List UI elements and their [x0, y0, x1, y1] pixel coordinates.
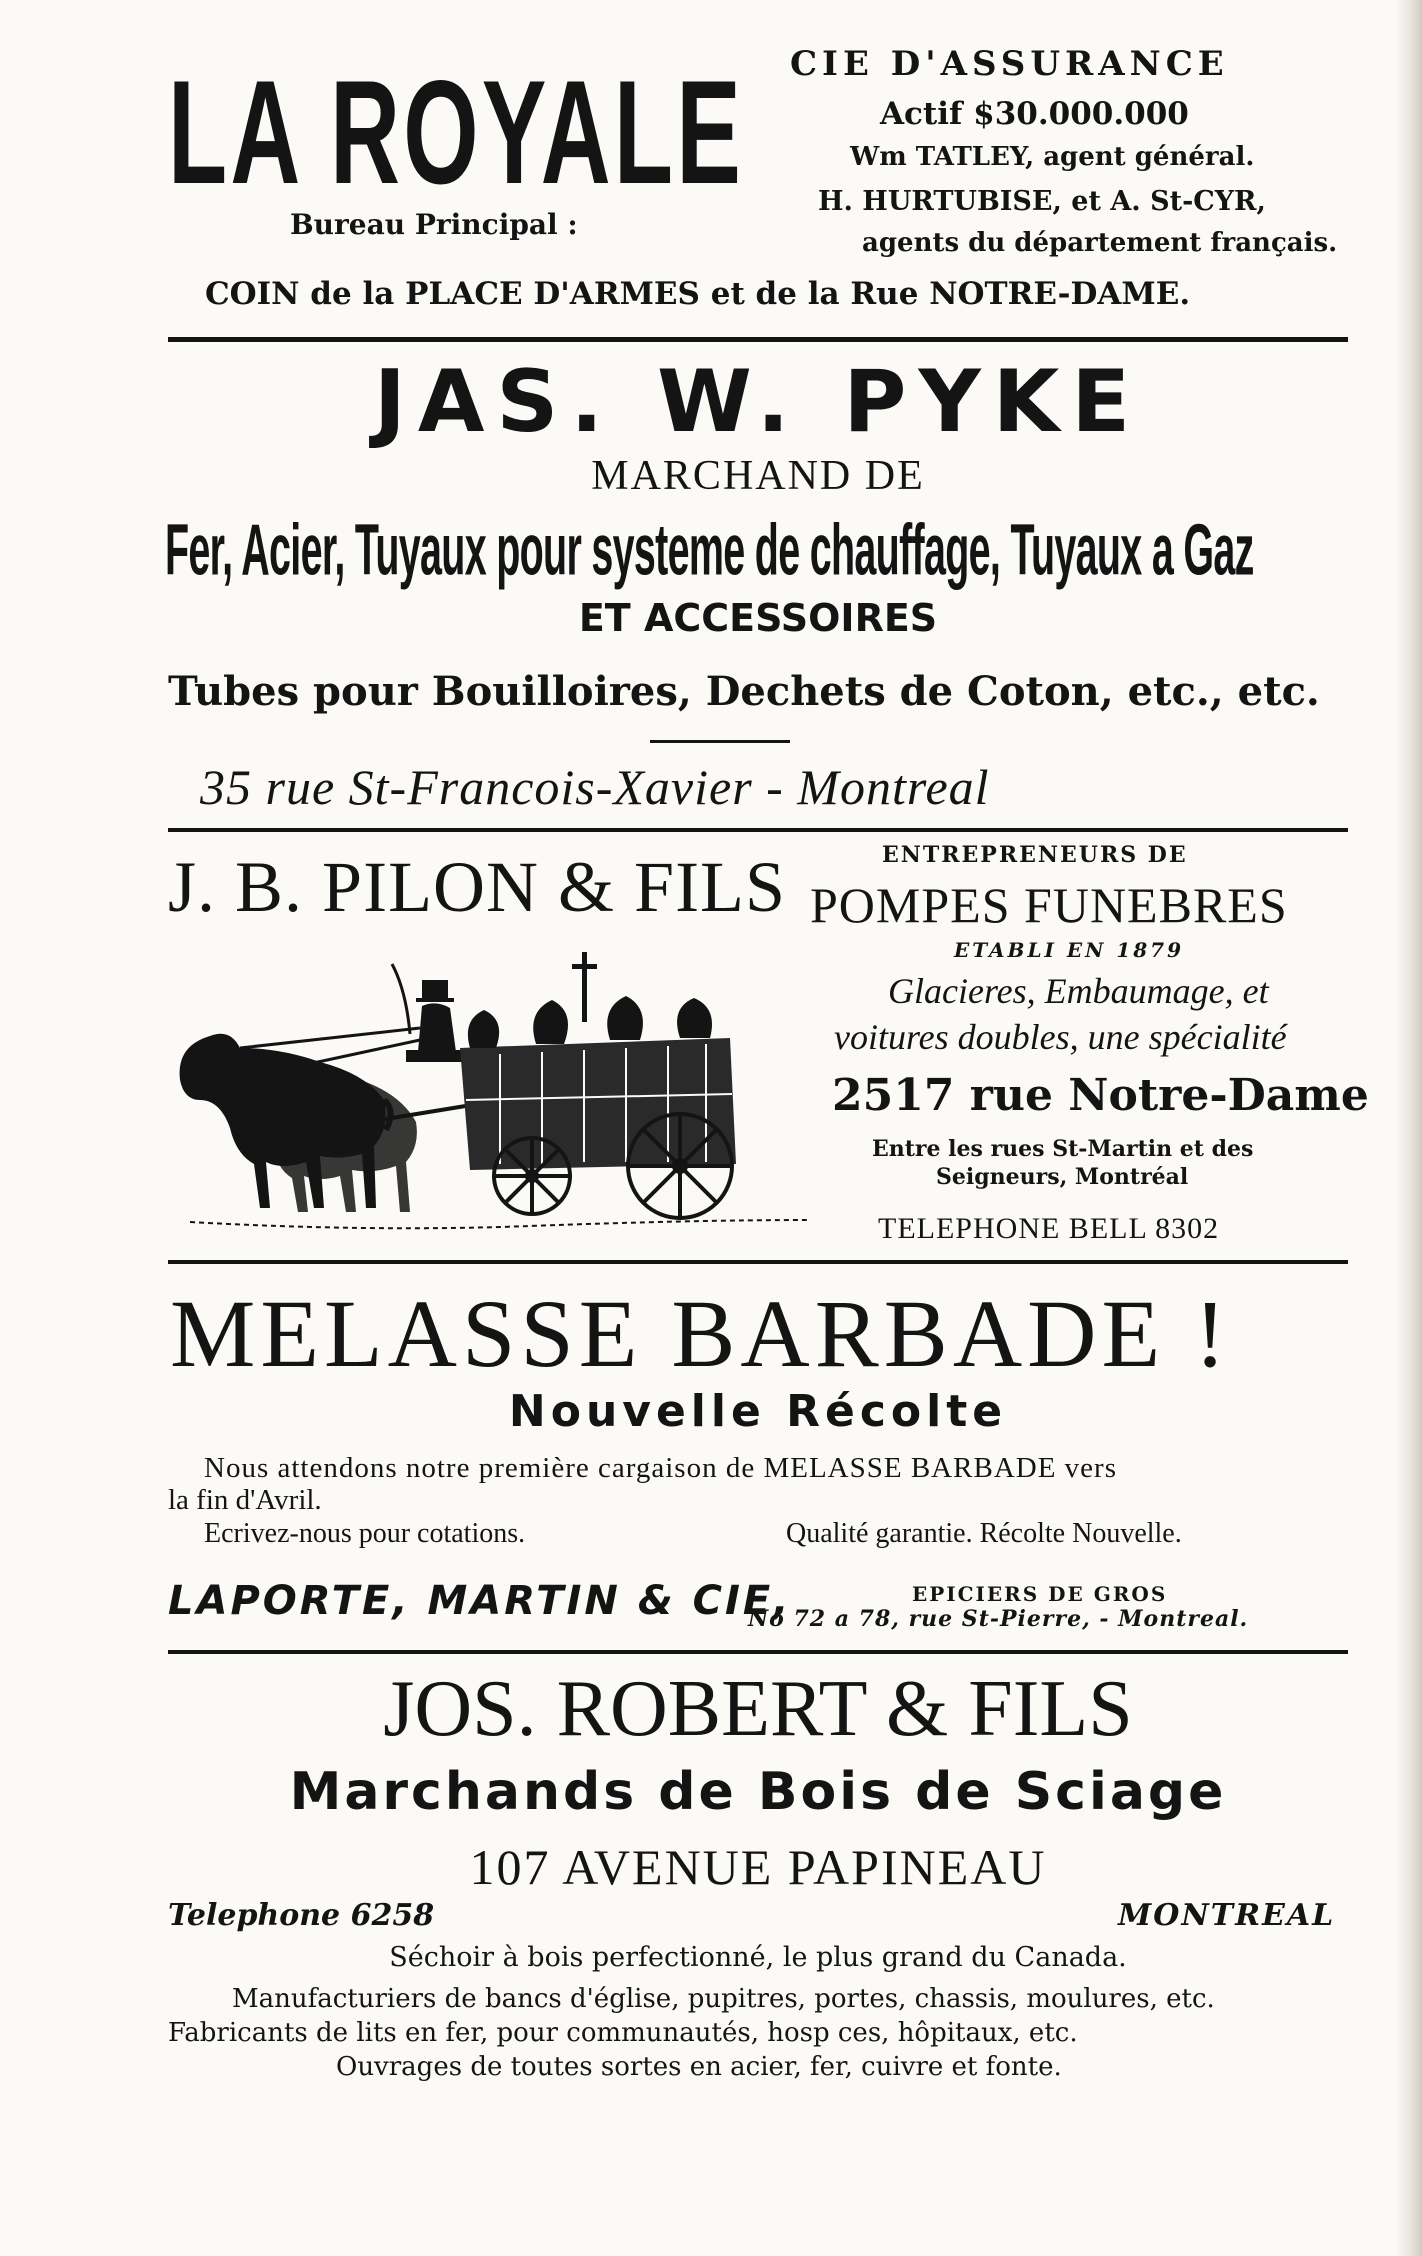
melasse-write: Ecrivez-nous pour cotations. — [204, 1518, 526, 1549]
robert-trade: Marchands de Bois de Sciage — [289, 1762, 1227, 1822]
page-edge-shadow — [1396, 0, 1422, 2256]
pyke-tubes: Tubes pour Bouilloires, Dechets de Coton, etc., etc. — [168, 668, 1320, 715]
pilon-address: 2517 rue Notre-Dame — [832, 1070, 1369, 1121]
robert-phone: Telephone 6258 — [168, 1898, 435, 1933]
pilon-phone: TELEPHONE BELL 8302 — [878, 1212, 1220, 1245]
pilon-entrepreneurs: ENTREPRENEURS DE — [882, 842, 1188, 868]
pyke-short-rule — [650, 740, 790, 743]
robert-line2: Manufacturiers de bancs d'église, pupitres, portes, chassis, moulures, etc. — [232, 1984, 1215, 2014]
divider-1 — [168, 337, 1348, 342]
robert-city: MONTREAL — [1118, 1898, 1336, 1933]
royale-actif: Actif $30.000.000 — [880, 96, 1189, 132]
royale-agent: Wm TATLEY, agent général. — [850, 142, 1255, 172]
pyke-accessories: ET ACCESSOIRES — [578, 596, 938, 640]
royale-agents-dept: agents du département français. — [862, 228, 1338, 258]
pilon-trade: POMPES FUNEBRES — [810, 877, 1288, 933]
robert-line3: Fabricants de lits en fer, pour communautés, hosp ces, hôpitaux, etc. — [168, 2018, 1078, 2048]
robert-line4: Ouvrages de toutes sortes en acier, fer, cuivre et fonte. — [336, 2052, 1062, 2082]
pilon-established: ETABLI EN 1879 — [954, 938, 1184, 962]
robert-line1: Séchoir à bois perfectionné, le plus grand du Canada. — [389, 1942, 1127, 1973]
robert-name: JOS. ROBERT & FILS — [383, 1665, 1133, 1753]
pyke-goods: Fer, Acier, Tuyaux pour systeme de chauffage, Tuyaux a Gaz — [165, 509, 1254, 591]
pyke-name: JAS. W. PYKE — [373, 352, 1143, 452]
melasse-title: MELASSE BARBADE ! — [170, 1280, 1232, 1387]
royale-company: CIE D'ASSURANCE — [790, 44, 1229, 84]
pilon-between-2: Seigneurs, Montréal — [936, 1164, 1189, 1190]
divider-2 — [168, 828, 1348, 832]
melasse-subtitle: Nouvelle Récolte — [508, 1386, 1008, 1437]
melasse-grocers: EPICIERS DE GROS — [912, 1582, 1168, 1606]
robert-address: 107 AVENUE PAPINEAU — [469, 1839, 1047, 1895]
pilon-between-1: Entre les rues St-Martin et des — [872, 1136, 1254, 1162]
melasse-quality: Qualité garantie. Récolte Nouvelle. — [786, 1518, 1182, 1549]
pilon-name: J. B. PILON & FILS — [168, 847, 787, 927]
pilon-services-2: voitures doubles, une spécialité — [834, 1017, 1287, 1057]
melasse-line1: Nous attendons notre première cargaison de MELASSE BARBADE vers — [204, 1452, 1117, 1484]
melasse-firm: LAPORTE, MARTIN & CIE, — [168, 1578, 792, 1624]
divider-3 — [168, 1260, 1348, 1264]
melasse-line2: la fin d'Avril. — [168, 1484, 322, 1516]
melasse-address: No 72 a 78, rue St-Pierre, - Montreal. — [748, 1606, 1249, 1632]
royale-bureau: Bureau Principal : — [290, 208, 578, 241]
royale-address: COIN de la PLACE D'ARMES et de la Rue NOTRE-DAME. — [205, 276, 1191, 312]
pyke-trade: MARCHAND DE — [591, 453, 925, 499]
royale-agents-names: H. HURTUBISE, et A. St-CYR, — [818, 186, 1266, 217]
royale-name: LA ROYALE — [168, 50, 745, 216]
divider-4 — [168, 1650, 1348, 1654]
pilon-services-1: Glacieres, Embaumage, et — [888, 971, 1269, 1011]
pyke-address: 35 rue St-Francois-Xavier - Montreal — [200, 759, 990, 815]
hearse-illustration — [170, 950, 830, 1240]
